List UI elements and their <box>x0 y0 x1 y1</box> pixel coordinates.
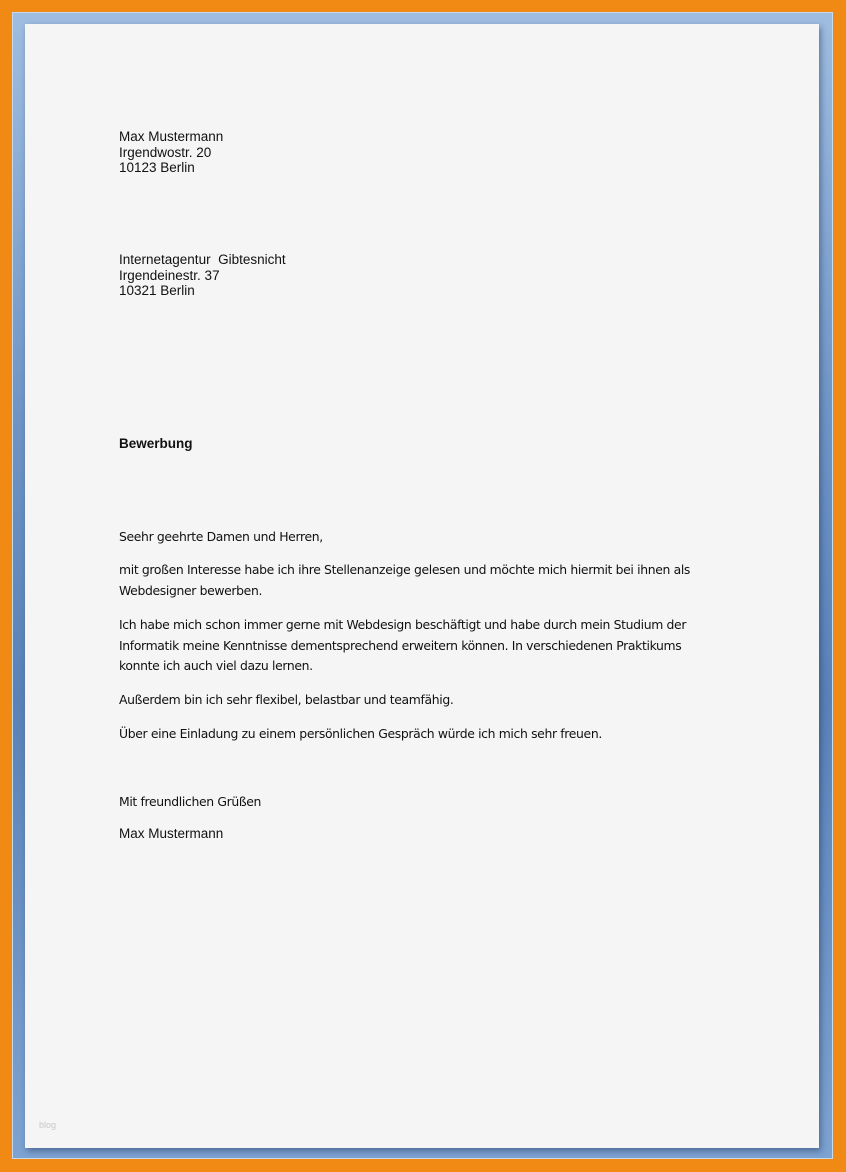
paragraph-qualities: Außerdem bin ich sehr flexibel, belastbar und teamfähig. <box>119 692 454 707</box>
sender-street: Irgendwostr. 20 <box>119 144 212 160</box>
recipient-company: Internetagentur Gibtesnicht <box>119 252 286 267</box>
paragraph-invitation: Über eine Einladung zu einem persönlichen Gespräch würde ich mich sehr freuen. <box>119 726 602 741</box>
paragraph-experience: Ich habe mich schon immer gerne mit Webdesign beschäftigt und habe durch mein Studium der Informatik meine Kenntnisse dementsprechend erweitern können. In verschiedenen Praktikums konnte ich auch viel dazu lernen. <box>119 617 687 673</box>
closing: Mit freundlichen Grüßen <box>119 794 262 809</box>
recipient-street: Irgendeinestr. 37 <box>119 267 220 283</box>
sender-city: 10123 Berlin <box>119 160 195 175</box>
watermark: blog <box>39 1120 57 1130</box>
recipient-address <box>119 252 286 299</box>
salutation: Seehr geehrte Damen und Herren, <box>119 529 323 544</box>
sender-address <box>119 129 223 176</box>
paragraph-interest: mit großen Interesse habe ich ihre Stellenanzeige gelesen und möchte mich hiermit bei ihnen als Webdesigner bewerben. <box>119 562 691 598</box>
recipient-city: 10321 Berlin <box>119 283 195 298</box>
letter-page <box>25 24 819 1148</box>
letter-subject: Bewerbung <box>119 436 193 451</box>
signature: Max Mustermann <box>119 826 224 841</box>
sender-name: Max Mustermann <box>119 129 224 144</box>
